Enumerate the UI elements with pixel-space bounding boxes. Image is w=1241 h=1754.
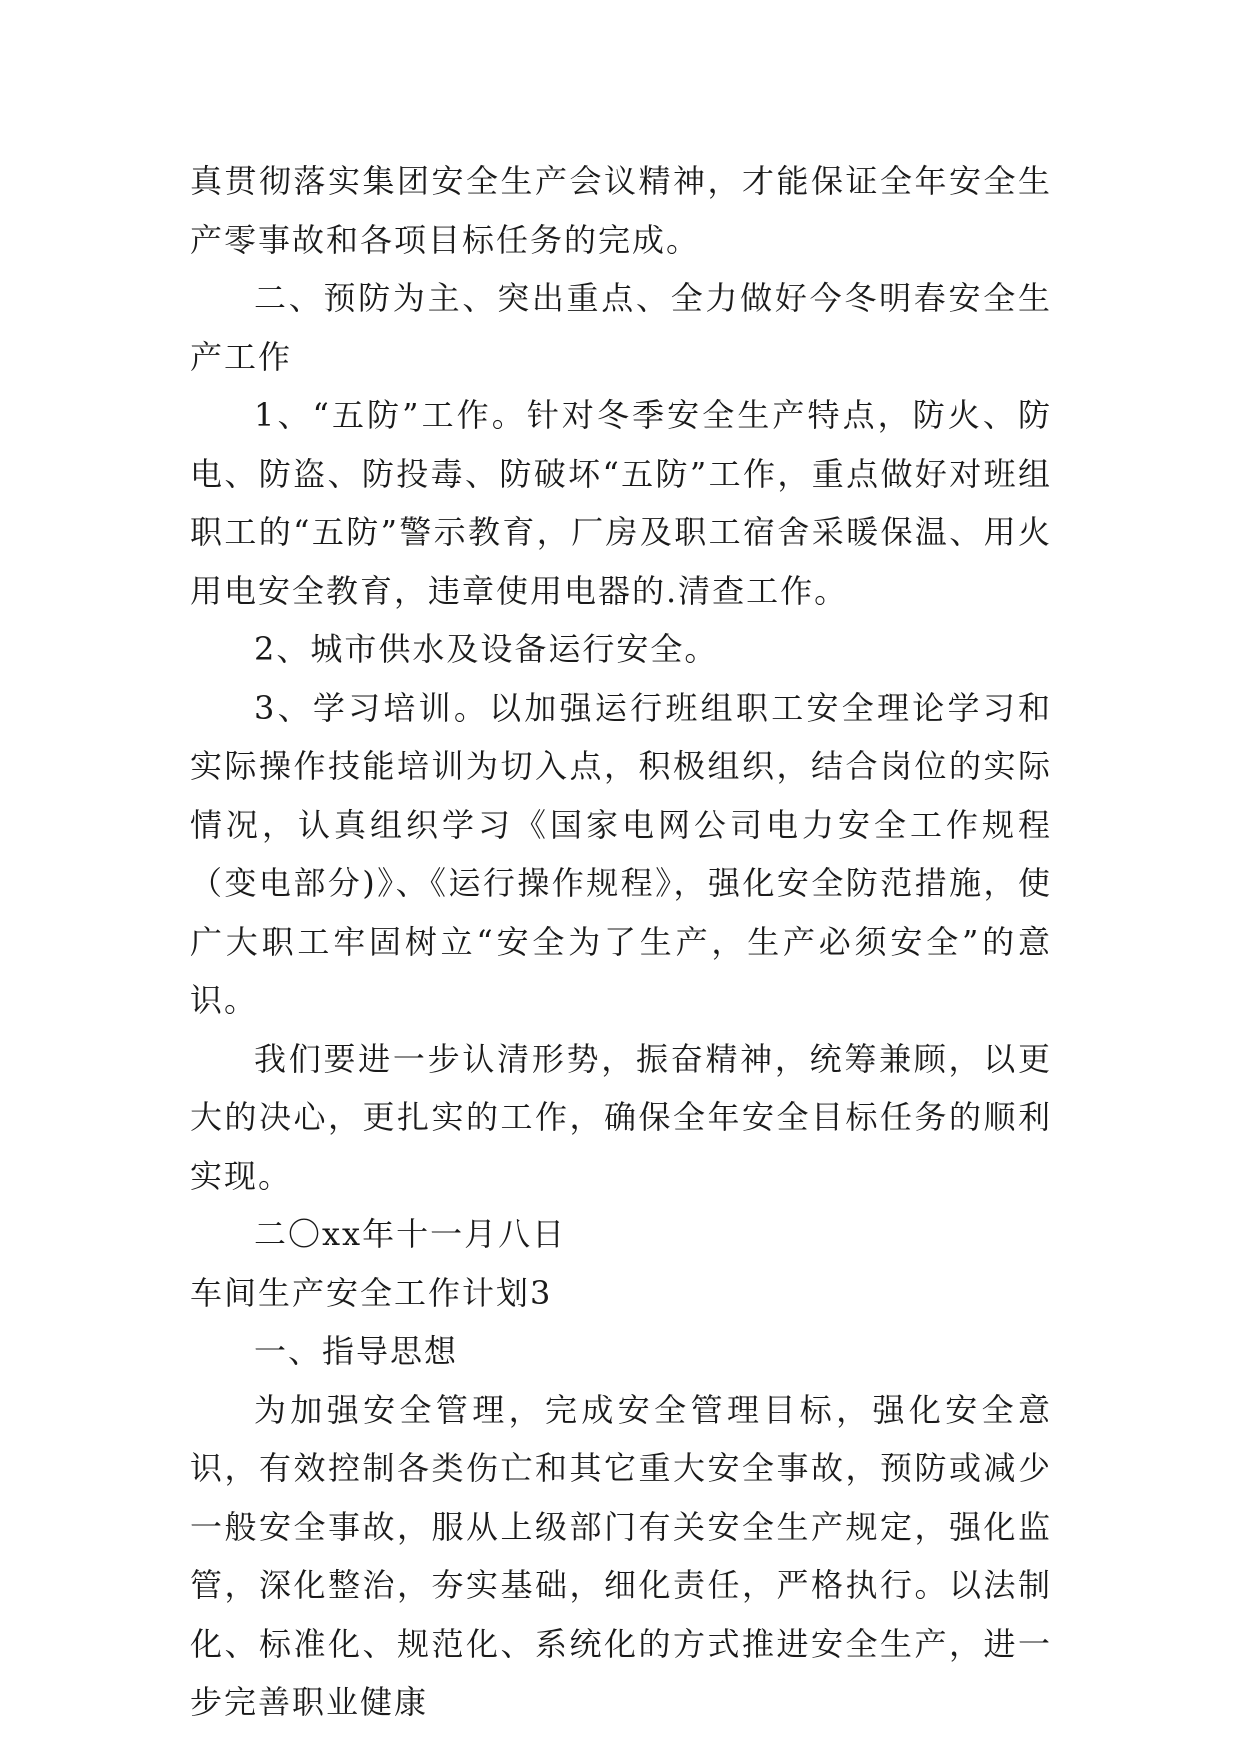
document-date: 二〇xx年十一月八日 [254,1215,567,1253]
paragraph-conclusion: 我们要进一步认清形势，振奋精神，统筹兼顾，以更大的决心，更扎实的工作，确保全年安全目标任务的顺利实现。 [190,1039,1052,1195]
paragraph-1: 真贯彻落实集团安全生产会议精神，才能保证全年安全生产零事故和各项目标任务的完成。 [190,162,1052,259]
document-title-3: 车间生产安全工作计划3 [190,1273,553,1312]
section-heading-guiding: 一、指导思想 [254,1332,459,1370]
paragraph-water-supply: 2、城市供水及设备运行安全。 [254,630,719,668]
section-heading-2: 二、预防为主、突出重点、全力做好今冬明春安全生产工作 [190,279,1052,376]
document-body [190,152,1052,1732]
paragraph-five-prevention: 1、“五防”工作。针对冬季安全生产特点，防火、防电、防盗、防投毒、防破坏“五防”工作，重点做好对班组职工的“五防”警示教育，厂房及职工宿舍采暖保温、用火用电安全教育，违章使用电器的.清查工作。 [190,396,1052,610]
paragraph-training: 3、学习培训。以加强运行班组职工安全理论学习和实际操作技能培训为切入点，积极组织，结合岗位的实际情况，认真组织学习《国家电网公司电力安全工作规程（变电部分)》、《运行操作规程》，强化安全防范措施，使广大职工牢固树立“安全为了生产，生产必须安全”的意识。 [190,688,1052,1019]
paragraph-guiding-ideology: 为加强安全管理，完成安全管理目标，强化安全意识，有效控制各类伤亡和其它重大安全事故，预防或减少一般安全事故，服从上级部门有关安全生产规定，强化监管，深化整治，夯实基础，细化责任，严格执行。以法制化、标准化、规范化、系统化的方式推进安全生产，进一步完善职业健康 [190,1390,1052,1721]
